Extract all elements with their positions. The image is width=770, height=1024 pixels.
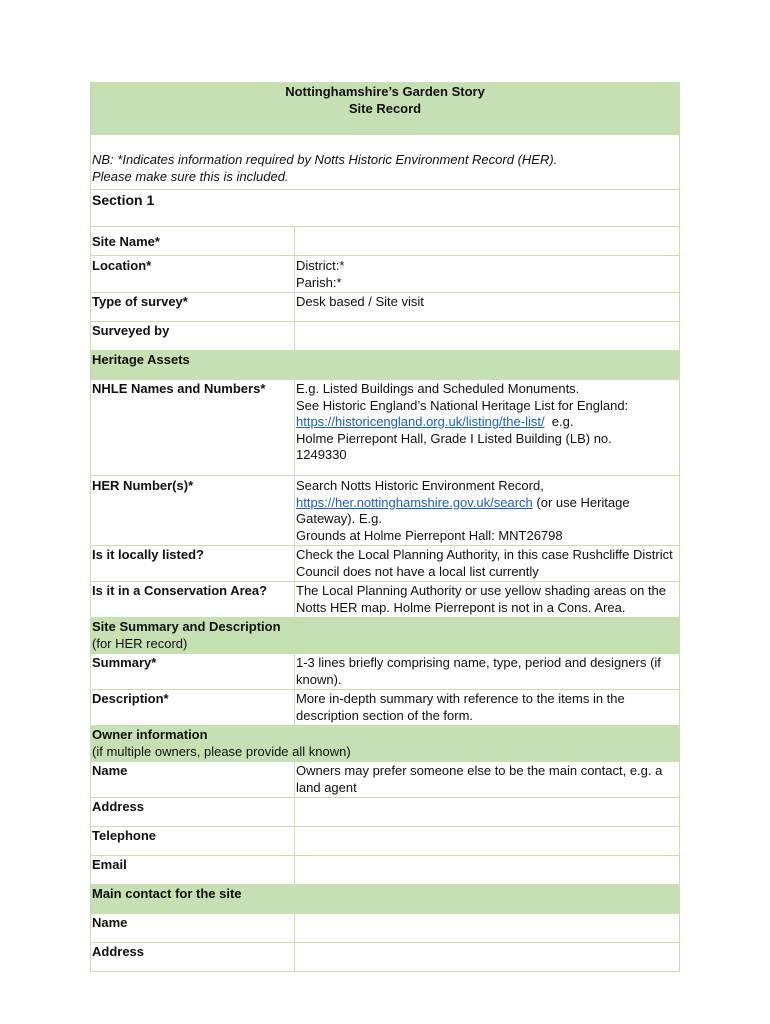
owner-address-label: Address	[91, 798, 295, 827]
conservation-area-label: Is it in a Conservation Area?	[91, 582, 295, 618]
section-1-heading: Section 1	[91, 190, 680, 227]
section-1-row	[91, 190, 680, 227]
heritage-assets-heading: Heritage Assets	[91, 351, 680, 380]
site-summary-heading-row	[91, 618, 680, 654]
nhle-row	[91, 380, 680, 476]
site-summary-heading	[91, 618, 680, 654]
description-label: Description*	[91, 690, 295, 726]
owner-email-row	[91, 856, 680, 885]
location-row	[91, 256, 680, 293]
contact-name-label: Name	[91, 914, 295, 943]
site-record-form	[90, 82, 679, 972]
owner-heading	[91, 726, 680, 762]
owner-name-value[interactable]: Owners may prefer someone else to be the main contact, e.g. a land agent	[295, 762, 680, 798]
survey-type-value[interactable]: Desk based / Site visit	[295, 293, 680, 322]
site-summary-sub: (for HER record)	[92, 635, 188, 651]
owner-sub: (if multiple owners, please provide all known)	[92, 743, 351, 759]
contact-name-row	[91, 914, 680, 943]
surveyed-by-row	[91, 322, 680, 351]
parish-label: Parish:*	[296, 274, 342, 290]
survey-type-label: Type of survey*	[91, 293, 295, 322]
her-value[interactable]	[295, 476, 680, 546]
conservation-area-value[interactable]: The Local Planning Authority or use yellow shading areas on the Notts HER map. Holme Pierrepont is not in a Cons. Area.	[295, 582, 680, 618]
summary-value[interactable]: 1-3 lines briefly comprising name, type, period and designers (if known).	[295, 654, 680, 690]
owner-heading-row	[91, 726, 680, 762]
description-row	[91, 690, 680, 726]
owner-email-field[interactable]	[295, 856, 680, 885]
locally-listed-row	[91, 546, 680, 582]
nhle-line-4: Holme Pierrepont Hall, Grade I Listed Building (LB) no.	[296, 430, 612, 446]
owner-address-field[interactable]	[295, 798, 680, 827]
description-value[interactable]: More in-depth summary with reference to the items in the description section of the form.	[295, 690, 680, 726]
main-contact-heading: Main contact for the site	[91, 885, 680, 914]
owner-title: Owner information	[92, 727, 208, 742]
owner-name-label: Name	[91, 762, 295, 798]
page-title	[91, 83, 680, 135]
her-heritage-gateway: (or use Heritage Gateway). E.g.	[296, 494, 630, 526]
nhle-label: NHLE Names and Numbers*	[91, 380, 295, 476]
title-line-2: Site Record	[348, 100, 422, 116]
site-name-label: Site Name*	[91, 227, 295, 256]
note-row	[91, 135, 680, 190]
contact-address-field[interactable]	[295, 943, 680, 972]
nhle-line-3	[296, 414, 678, 431]
owner-telephone-label: Telephone	[91, 827, 295, 856]
site-summary-title: Site Summary and Description	[92, 619, 281, 634]
main-contact-heading-row	[91, 885, 680, 914]
summary-row	[91, 654, 680, 690]
historic-england-link[interactable]: https://historicengland.org.uk/listing/the-list/	[296, 414, 545, 429]
survey-type-row	[91, 293, 680, 322]
note-line-1: NB: *Indicates information required by Notts Historic Environment Record (HER).	[92, 152, 558, 167]
surveyed-by-field[interactable]	[295, 322, 680, 351]
title-line-1: Nottinghamshire’s Garden Story	[285, 84, 485, 99]
district-label: District:*	[296, 258, 345, 273]
nhle-eg: e.g.	[544, 414, 574, 429]
contact-name-field[interactable]	[295, 914, 680, 943]
nhle-value[interactable]	[295, 380, 680, 476]
owner-name-row	[91, 762, 680, 798]
her-line-1: Search Notts Historic Environment Record,	[296, 478, 544, 493]
heritage-assets-row	[91, 351, 680, 380]
location-label: Location*	[91, 256, 295, 293]
location-field[interactable]	[295, 256, 680, 293]
her-line-3: Grounds at Holme Pierrepont Hall: MNT26798	[296, 527, 563, 543]
notts-her-link[interactable]: https://her.nottinghamshire.gov.uk/search	[296, 494, 533, 510]
nhle-line-2: See Historic England’s National Heritage List for England:	[296, 397, 629, 413]
her-line-2	[296, 495, 678, 528]
contact-address-row	[91, 943, 680, 972]
locally-listed-value[interactable]: Check the Local Planning Authority, in this case Rushcliffe District Council does not have a local list currently	[295, 546, 680, 582]
surveyed-by-label: Surveyed by	[91, 322, 295, 351]
title-row	[91, 83, 680, 135]
her-label: HER Number(s)*	[91, 476, 295, 546]
form-table	[90, 82, 680, 972]
owner-email-label: Email	[91, 856, 295, 885]
required-note	[91, 135, 680, 190]
conservation-area-row	[91, 582, 680, 618]
owner-telephone-field[interactable]	[295, 827, 680, 856]
owner-address-row	[91, 798, 680, 827]
her-row	[91, 476, 680, 546]
note-line-2: Please make sure this is included.	[92, 168, 289, 184]
locally-listed-label: Is it locally listed?	[91, 546, 295, 582]
nhle-line-1: E.g. Listed Buildings and Scheduled Monuments.	[296, 381, 580, 396]
contact-address-label: Address	[91, 943, 295, 972]
site-name-row	[91, 227, 680, 256]
site-name-field[interactable]	[295, 227, 680, 256]
nhle-line-5: 1249330	[296, 447, 347, 462]
summary-label: Summary*	[91, 654, 295, 690]
owner-telephone-row	[91, 827, 680, 856]
